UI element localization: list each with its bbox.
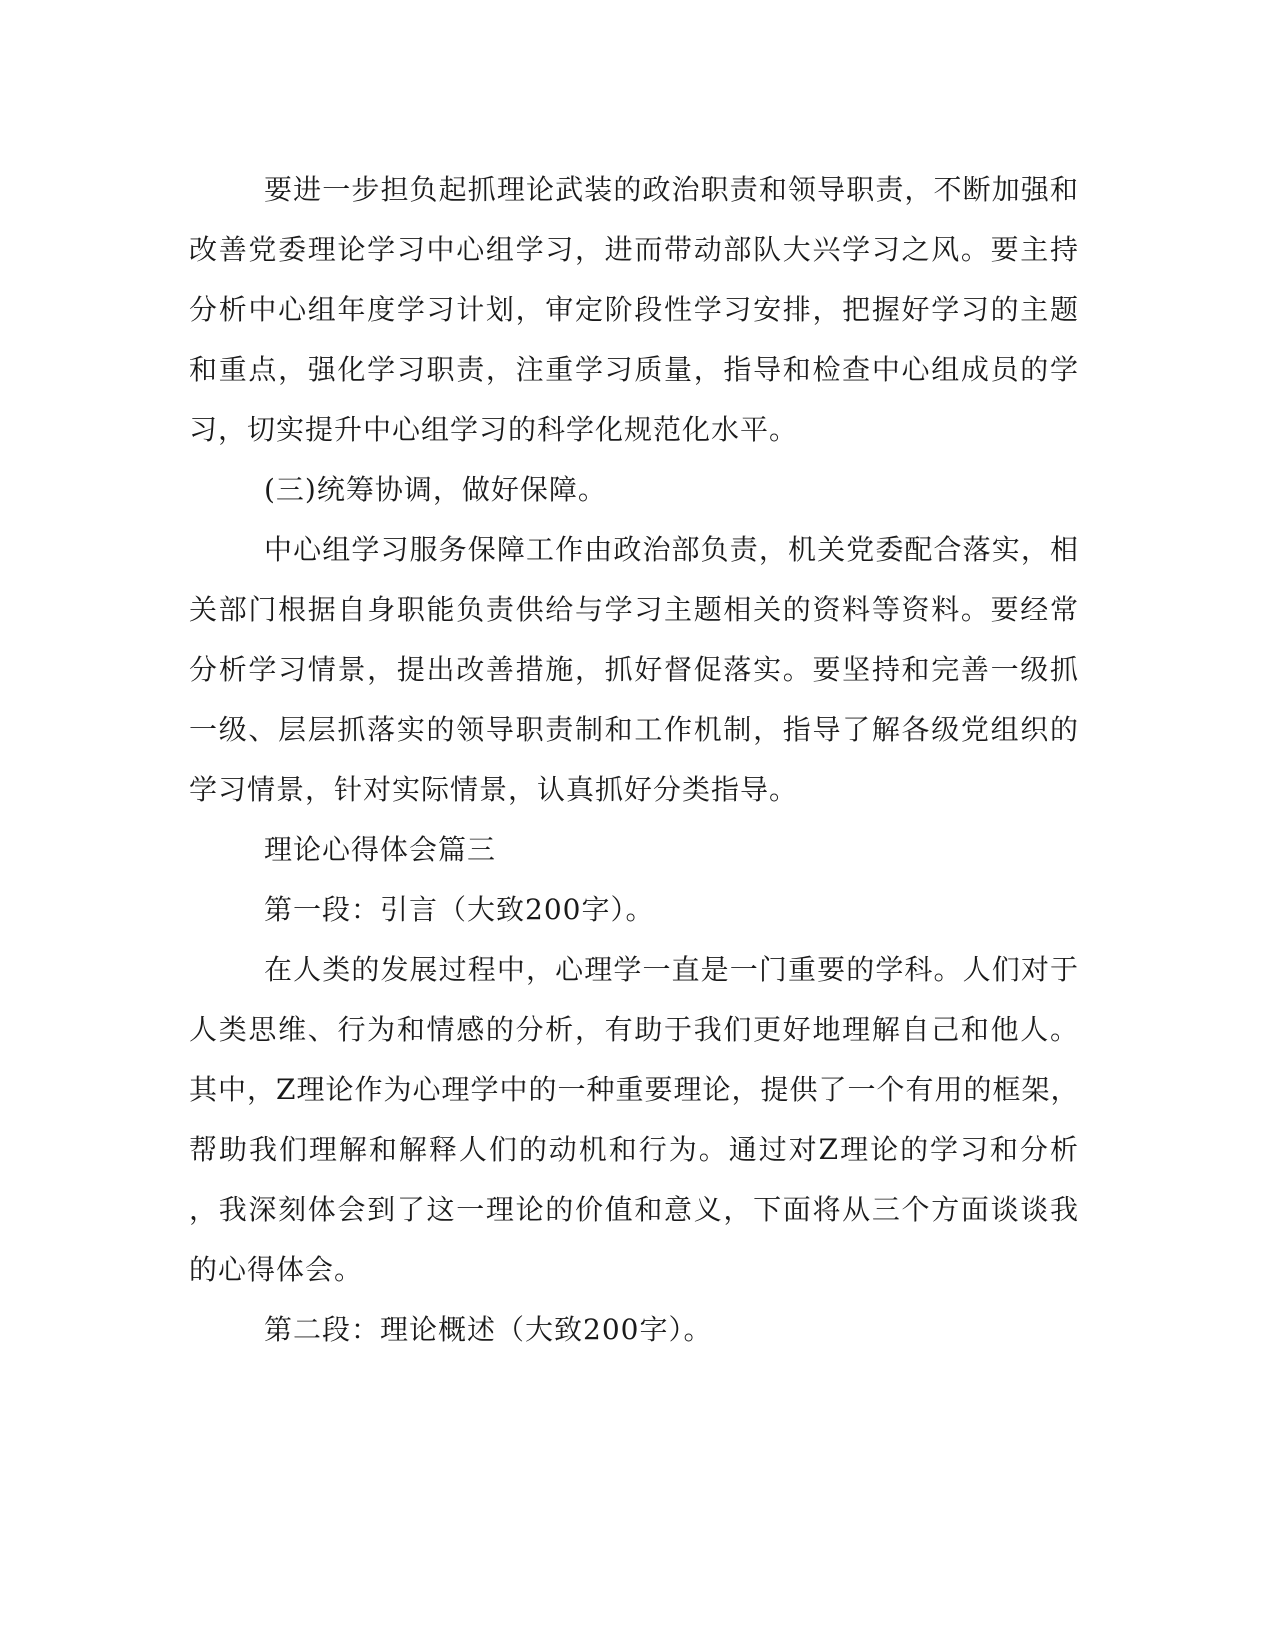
section-heading: 第二段：理论概述（大致200字）。 [264, 1313, 713, 1346]
paragraph-line: 帮助我们理解和解释人们的动机和行为。通过对Z理论的学习和分析 [189, 1133, 1079, 1166]
paragraph-line: 和重点，强化学习职责，注重学习质量，指导和检查中心组成员的学 [189, 353, 1079, 386]
paragraph-line: 学习情景，针对实际情景，认真抓好分类指导。 [189, 773, 799, 806]
paragraph-line: 中心组学习服务保障工作由政治部负责，机关党委配合落实，相 [264, 533, 1079, 566]
paragraph-line: 分析中心组年度学习计划，审定阶段性学习安排，把握好学习的主题 [189, 293, 1079, 326]
paragraph-line: 分析学习情景，提出改善措施，抓好督促落实。要坚持和完善一级抓 [189, 653, 1079, 686]
section-heading: (三)统筹协调，做好保障。 [264, 473, 607, 506]
paragraph-line: ，我深刻体会到了这一理论的价值和意义，下面将从三个方面谈谈我 [189, 1193, 1079, 1226]
paragraph-line: 其中，Z理论作为心理学中的一种重要理论，提供了一个有用的框架， [189, 1073, 1079, 1106]
article-title: 理论心得体会篇三 [264, 833, 497, 866]
paragraph-line: 的心得体会。 [189, 1253, 364, 1286]
section-heading: 第一段：引言（大致200字）。 [264, 893, 655, 926]
paragraph-line: 人类思维、行为和情感的分析，有助于我们更好地理解自己和他人。 [189, 1013, 1079, 1046]
paragraph-line: 在人类的发展过程中，心理学一直是一门重要的学科。人们对于 [264, 953, 1079, 986]
paragraph-line: 改善党委理论学习中心组学习，进而带动部队大兴学习之风。要主持 [189, 233, 1079, 266]
paragraph-line: 关部门根据自身职能负责供给与学习主题相关的资料等资料。要经常 [189, 593, 1079, 626]
paragraph-line: 习，切实提升中心组学习的科学化规范化水平。 [189, 413, 799, 446]
paragraph-line: 一级、层层抓落实的领导职责制和工作机制，指导了解各级党组织的 [189, 713, 1079, 746]
paragraph-line: 要进一步担负起抓理论武装的政治职责和领导职责，不断加强和 [264, 173, 1079, 206]
